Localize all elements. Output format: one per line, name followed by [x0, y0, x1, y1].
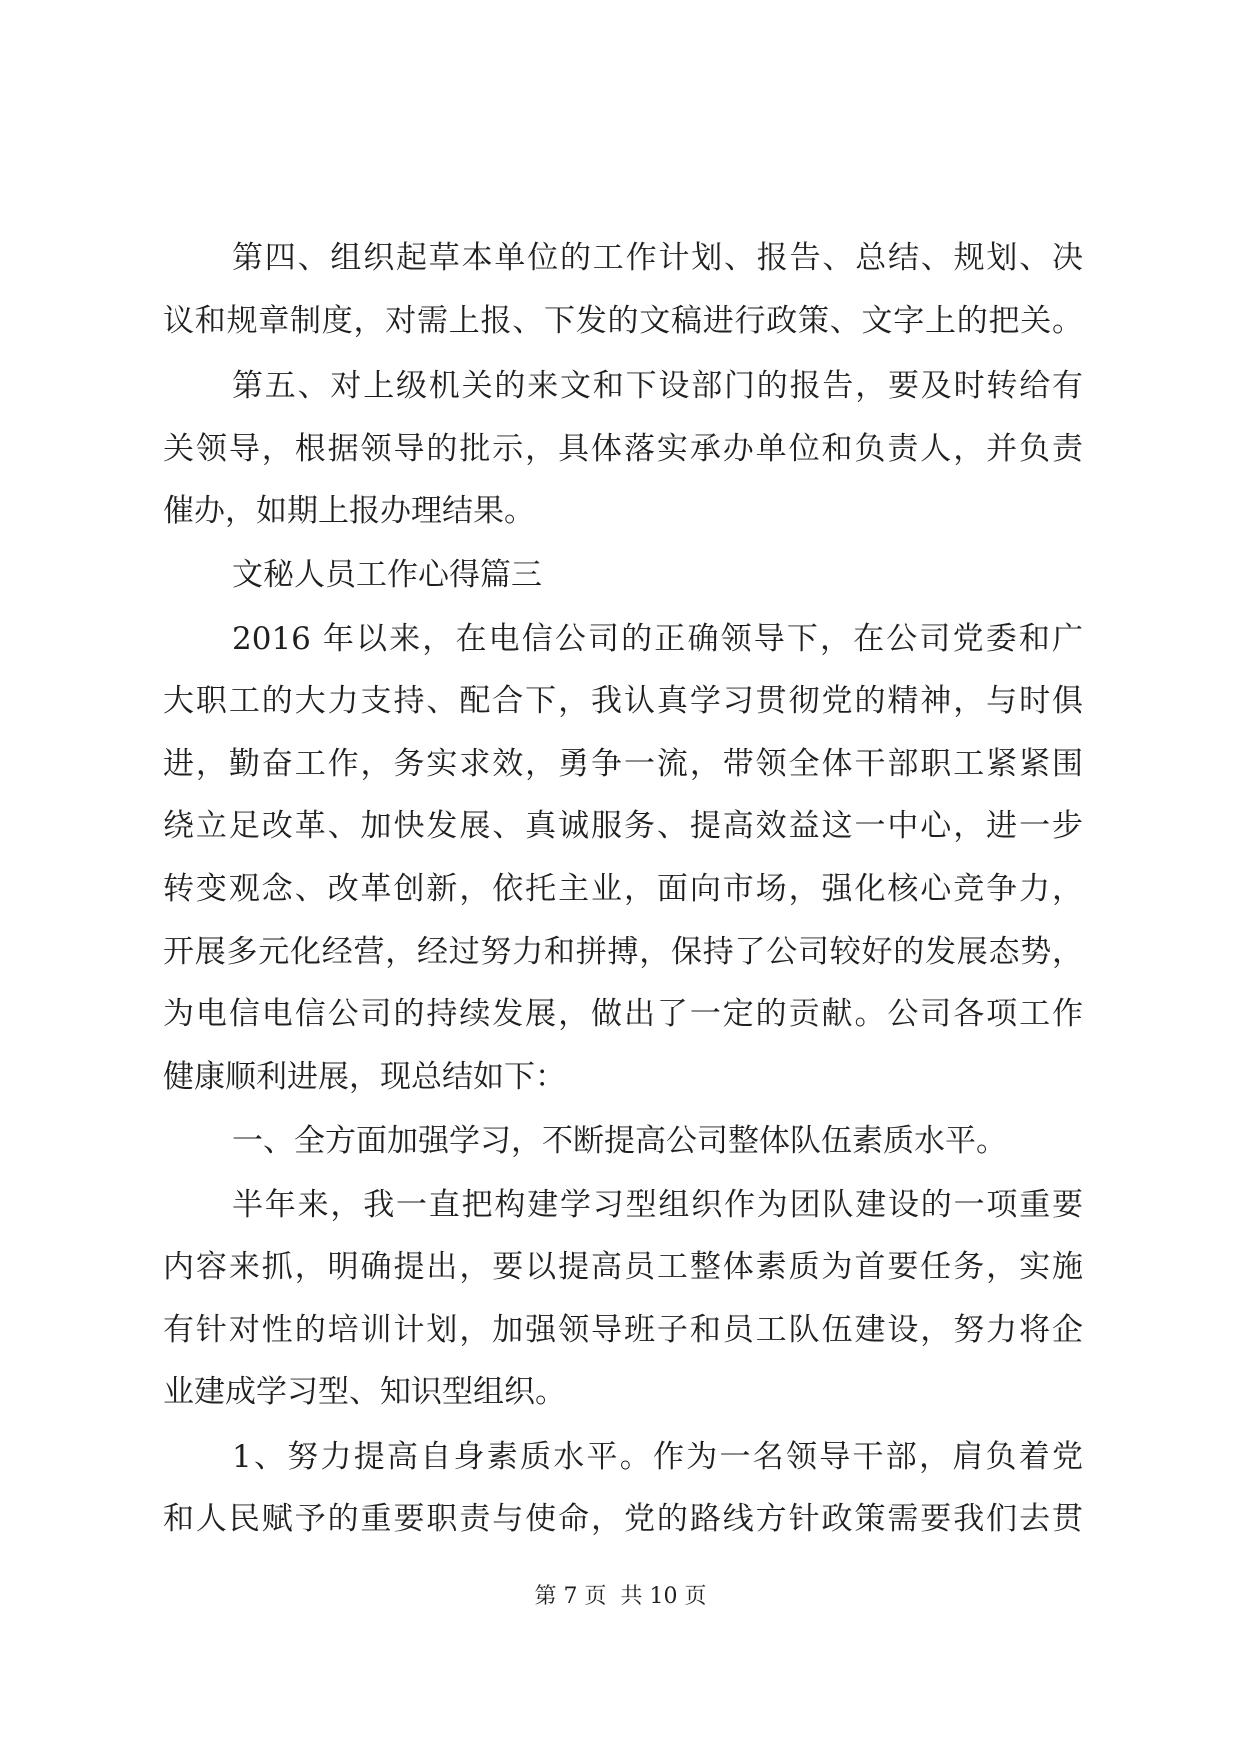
text-line: 为电信电信公司的持续发展，做出了一定的贡献。公司各项工作 [163, 996, 1083, 1032]
text-line: 内容来抓，明确提出，要以提高员工整体素质为首要任务，实施 [163, 1249, 1083, 1285]
text-line: 大职工的大力支持、配合下，我认真学习贯彻党的精神，与时俱 [163, 683, 1083, 719]
text-line: 业建成学习型、知识型组织。 [163, 1374, 566, 1410]
section-heading: 一、全方面加强学习，不断提高公司整体队伍素质水平。 [232, 1123, 1007, 1159]
text-line: 1、努力提高自身素质水平。作为一名领导干部，肩负着党 [232, 1439, 1083, 1475]
page-number-footer: 第 7 页 共 10 页 [534, 1584, 707, 1609]
text-line: 开展多元化经营，经过努力和拼搏，保持了公司较好的发展态势， [163, 934, 1083, 970]
text-line: 转变观念、改革创新，依托主业，面向市场，强化核心竞争力， [163, 871, 1083, 907]
text-line: 议和规章制度，对需上报、下发的文稿进行政策、文字上的把关。 [163, 303, 1083, 339]
text-line: 进，勤奋工作，务实求效，勇争一流，带领全体干部职工紧紧围 [163, 746, 1083, 782]
text-line: 健康顺利进展，现总结如下： [163, 1059, 566, 1095]
text-line: 和人民赋予的重要职责与使命，党的路线方针政策需要我们去贯 [163, 1501, 1083, 1537]
section-heading: 文秘人员工作心得篇三 [232, 557, 542, 593]
text-line: 绕立足改革、加快发展、真诚服务、提高效益这一中心，进一步 [163, 808, 1083, 844]
text-line: 2016 年以来，在电信公司的正确领导下，在公司党委和广 [232, 621, 1083, 657]
text-line: 催办，如期上报办理结果。 [163, 493, 535, 529]
text-line: 第四、组织起草本单位的工作计划、报告、总结、规划、决 [232, 240, 1083, 276]
text-line: 第五、对上级机关的来文和下设部门的报告，要及时转给有 [232, 368, 1083, 404]
text-line: 有针对性的培训计划，加强领导班子和员工队伍建设，努力将企 [163, 1312, 1083, 1348]
text-line: 关领导，根据领导的批示，具体落实承办单位和负责人，并负责 [163, 431, 1083, 467]
text-line: 半年来，我一直把构建学习型组织作为团队建设的一项重要 [232, 1187, 1083, 1223]
